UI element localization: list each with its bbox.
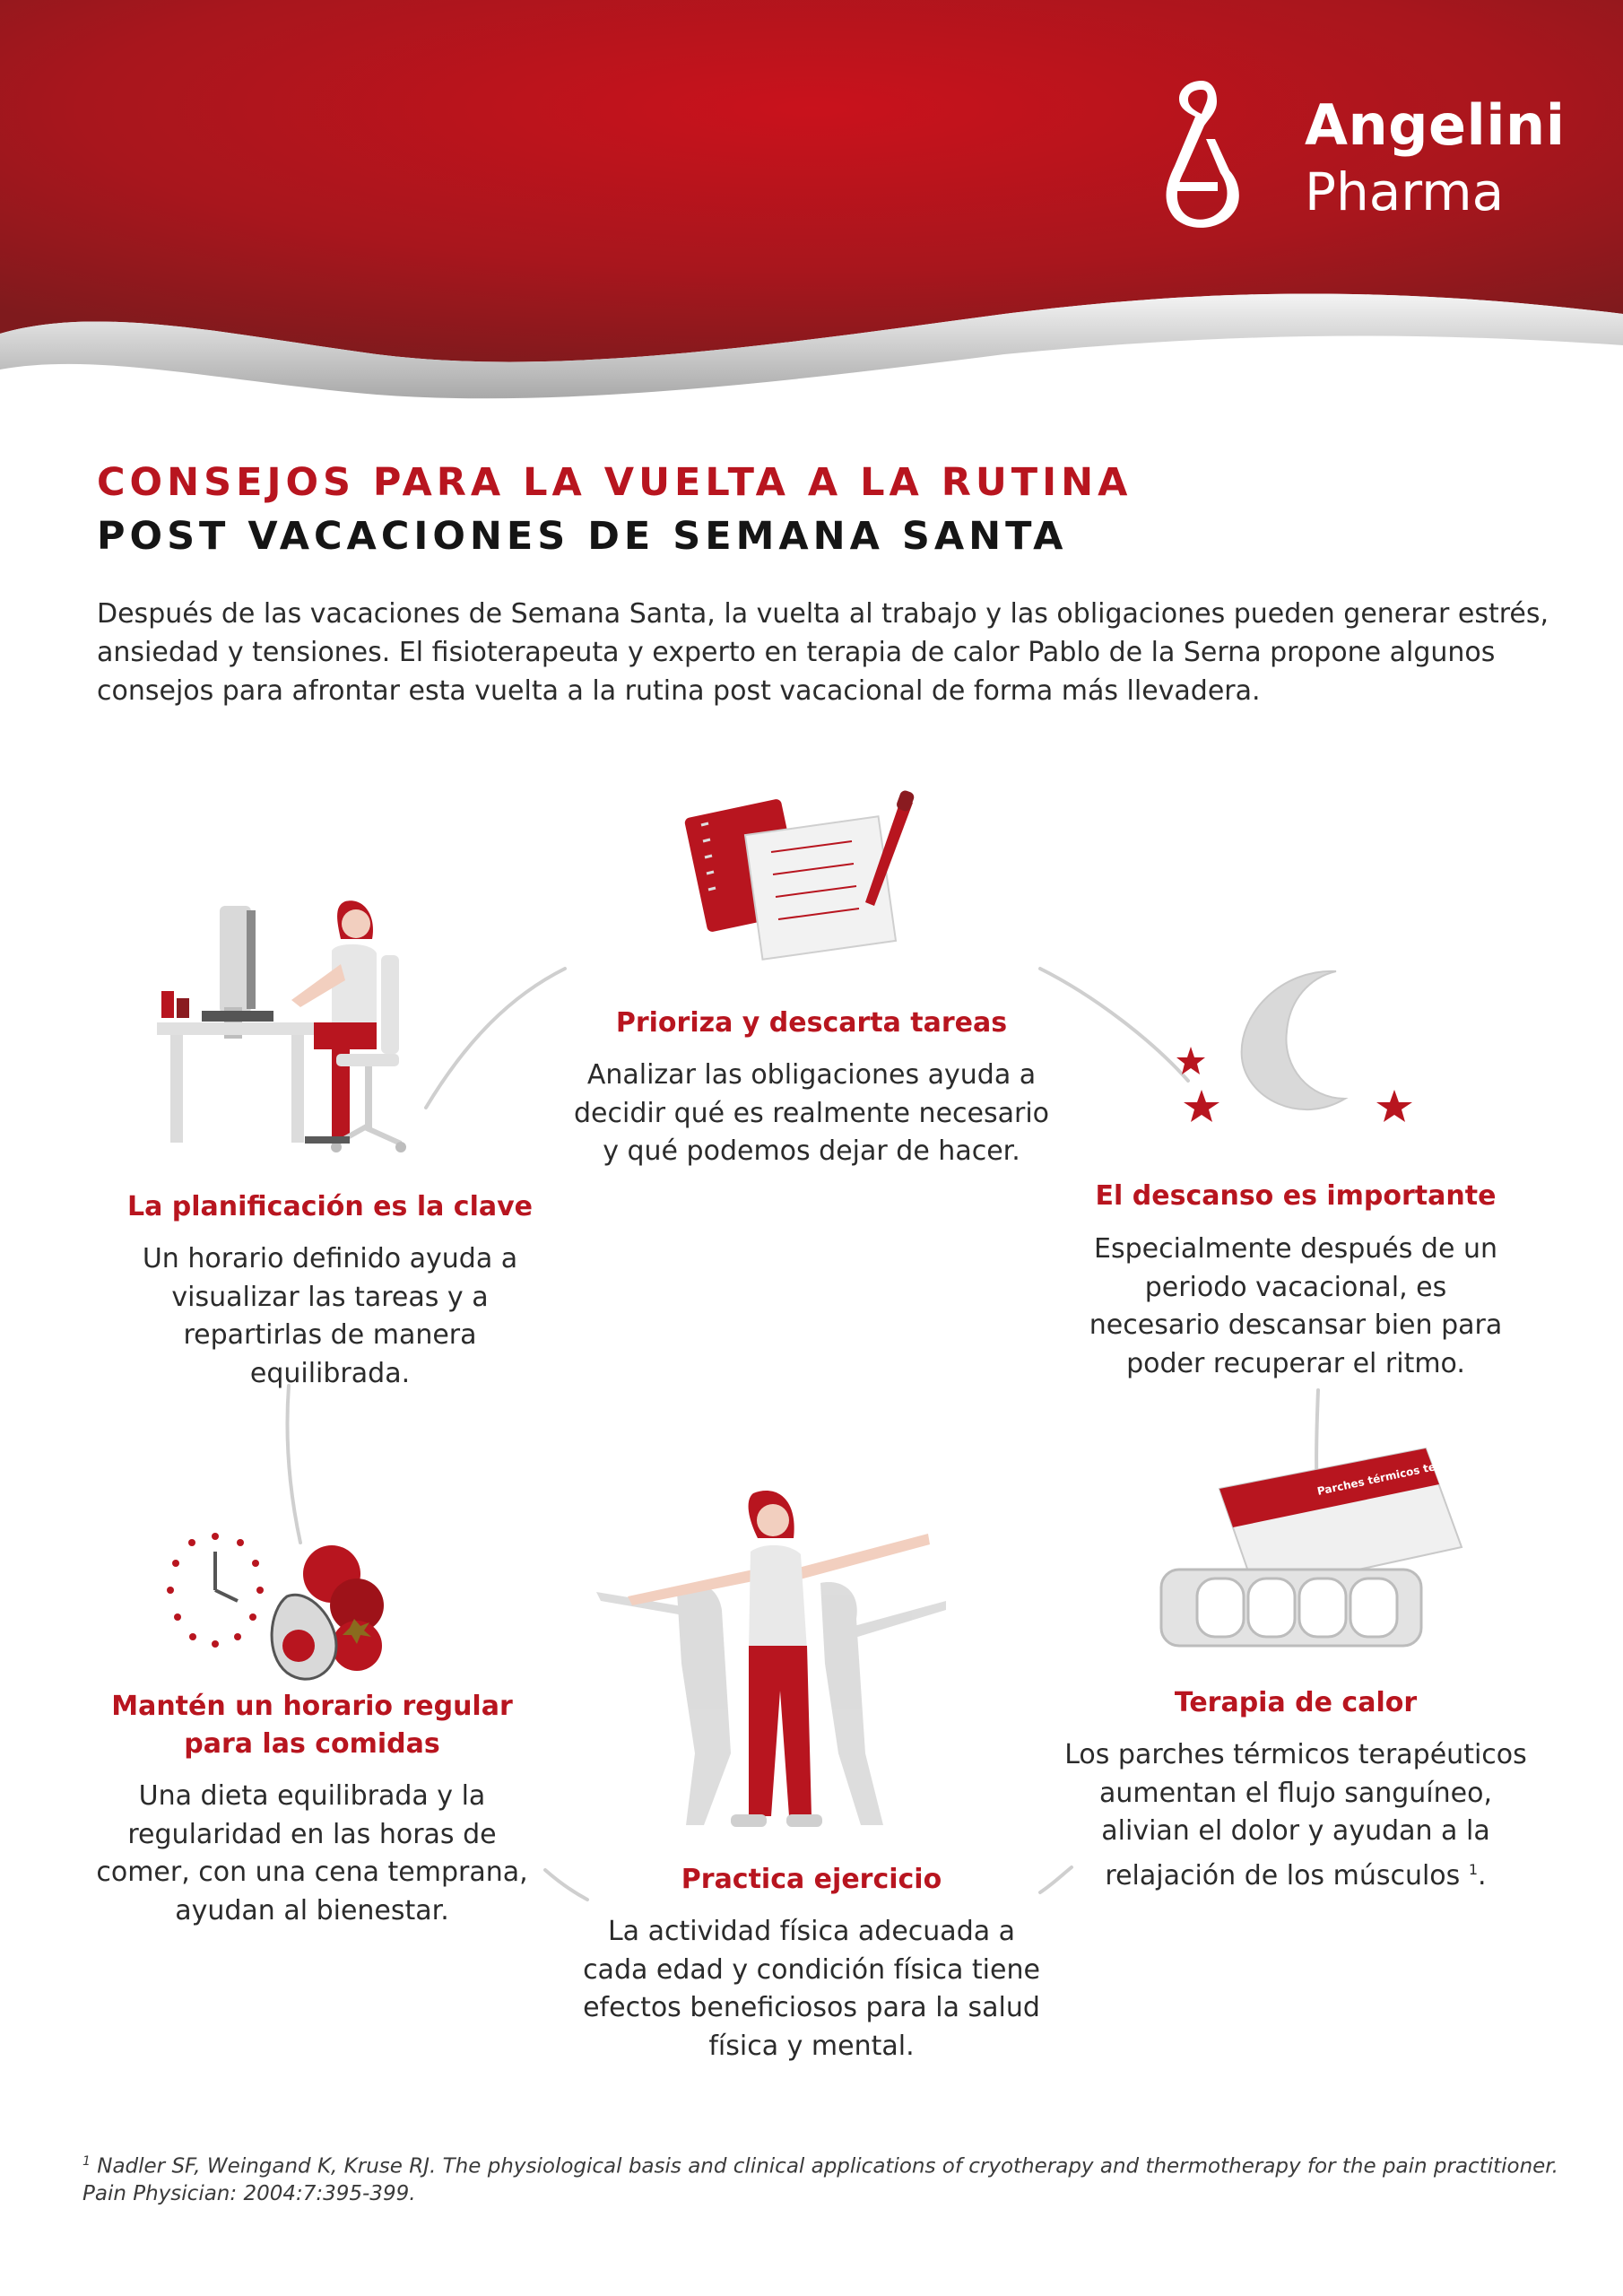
tip-rest-body: Especialmente después de un periodo vacacional, es necesario descansar bien para poder recuperar el ritmo. (1089, 1233, 1503, 1379)
tip-exercise-body: La actividad física adecuada a cada edad y condición física tiene efectos beneficiosos para la salud física y mental. (583, 1916, 1040, 2062)
tip-heat-body (1063, 1736, 1529, 1895)
moon-stars-illustration (1175, 964, 1417, 1126)
heat-patch-illustration (1157, 1447, 1500, 1655)
tip-prioritize-body: Analizar las obligaciones ayuda a decidir qué es realmente necesario y qué podemos dejar de hacer. (574, 1059, 1050, 1167)
tip-heat-end: . (1478, 1859, 1487, 1892)
tip-meals-title-line-1: Mantén un horario regular (111, 1691, 513, 1722)
tip-planning-body: Un horario definido ayuda a visualizar las tareas y a repartirlas de manera equilibrada. (142, 1243, 518, 1389)
title-line-1: CONSEJOS PARA LA VUELTA A LA RUTINA (97, 460, 1133, 505)
tip-meals-title (106, 1688, 518, 1763)
footnote-line-2: Pain Physician: 2004:7:395-399. (82, 2181, 416, 2205)
footnote-marker: 1 (82, 2154, 91, 2169)
footnote-line-1: Nadler SF, Weingand K, Kruse RJ. The physiological basis and clinical applications of cryotherapy and thermotherapy for the pain practitioner. (97, 2154, 1558, 2179)
star-icon (1376, 1090, 1412, 1122)
notebook-checklist-illustration (690, 789, 933, 969)
tip-heat-title: Terapia de calor (1174, 1687, 1418, 1718)
arc-meals-exercise (545, 1870, 587, 1900)
desk-top (157, 1022, 318, 1035)
title-line-2: POST VACACIONES DE SEMANA SANTA (97, 514, 1068, 559)
tip-meals-body: Una dieta equilibrada y la regularidad en las horas de comer, con una cena temprana, ayudan al bienestar. (96, 1780, 528, 1926)
star-icon (1184, 1090, 1219, 1122)
tip-exercise-title: Practica ejercicio (681, 1864, 942, 1895)
tip-heat-body-text: Los parches térmicos terapéuticos aumentan el flujo sanguíneo, alivian el dolor y ayudan a la relajación de los músculos (1064, 1739, 1527, 1892)
footnote (82, 2148, 1571, 2207)
intro-paragraph: Después de las vacaciones de Semana Santa, la vuelta al trabajo y las obligaciones pueden generar estrés, ansiedad y tensiones. El fisioterapeuta y experto en terapia de calor Pablo de la Serna propone algunos consejos para afrontar esta vuelta a la rutina post vacacional de forma más llevadera. (97, 598, 1549, 707)
star-icon (1176, 1047, 1205, 1074)
desk-worker-illustration (157, 874, 462, 1166)
pack-label: Parches térmicos terapéuticos (1315, 1447, 1500, 1498)
monitor-icon (220, 906, 251, 1013)
arc-planning-meals (288, 1386, 300, 1543)
exercise-figure-illustration (596, 1484, 946, 1834)
tip-rest-title: El descanso es importante (1095, 1180, 1497, 1212)
tip-meals-title-line-2: para las comidas (184, 1728, 440, 1760)
tip-prioritize-title: Prioriza y descarta tareas (615, 1007, 1008, 1039)
brand-name: Angelini (1305, 92, 1566, 158)
arc-prioritize-rest (1040, 969, 1188, 1081)
tip-heat-footnote-marker: 1 (1468, 1860, 1479, 1878)
moon-icon (1242, 971, 1345, 1109)
brand-subname: Pharma (1305, 161, 1505, 222)
tip-planning-title: La planificación es la clave (126, 1191, 534, 1222)
clock-food-illustration (152, 1520, 395, 1691)
